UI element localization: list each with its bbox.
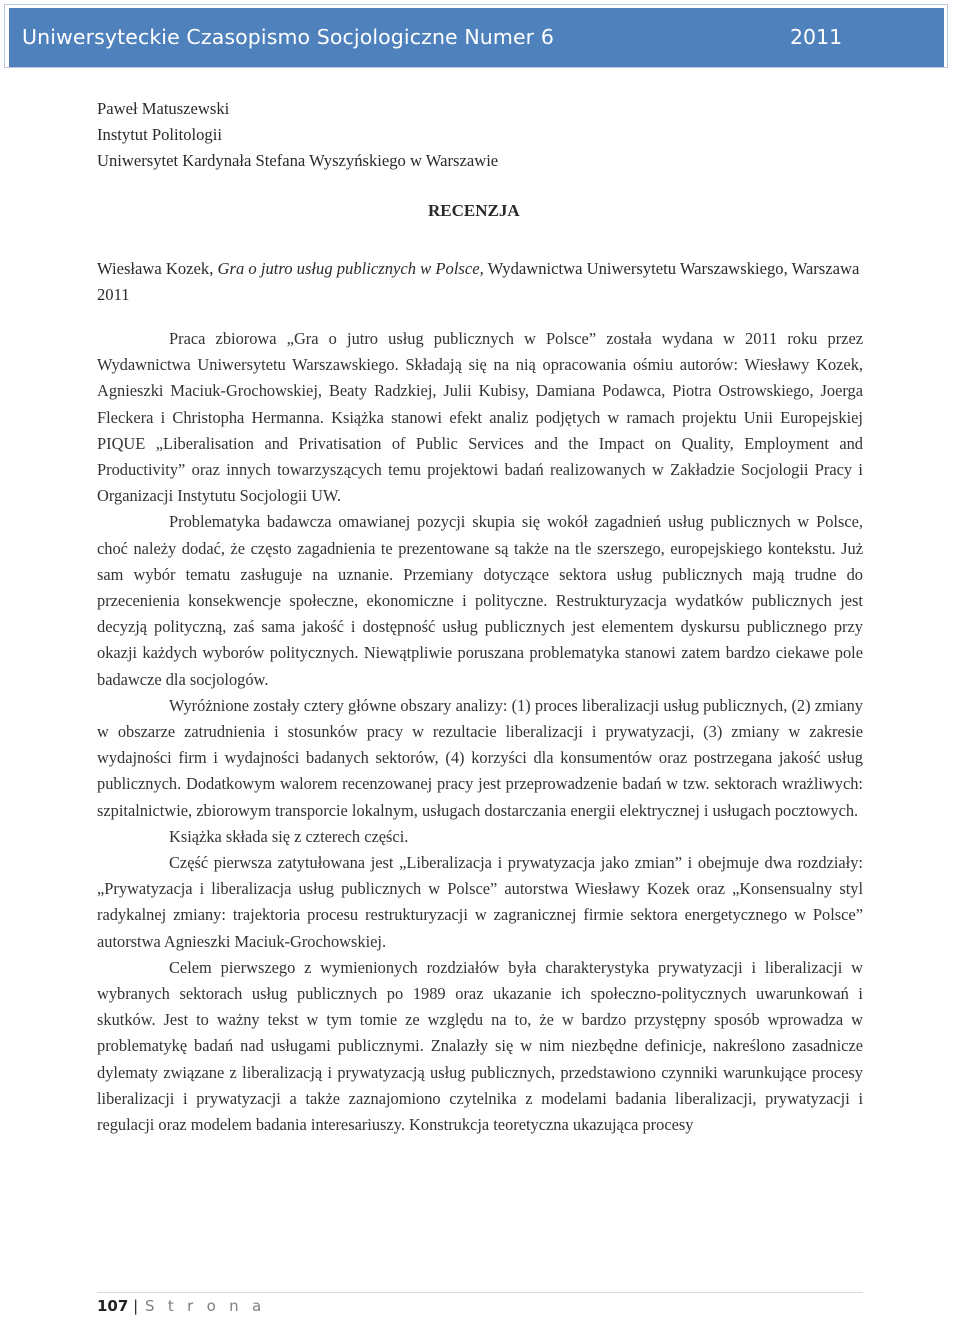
page-word: S t r o n a xyxy=(144,1297,266,1315)
bib-publisher: Wydawnictwa Uniwersytetu Warszawskiego, Warszawa 2011 xyxy=(97,259,860,305)
document-title: RECENZJA xyxy=(428,201,520,220)
page-separator: | xyxy=(133,1297,139,1315)
bib-book-title: Gra o jutro usług publicznych w Polsce, xyxy=(217,259,484,278)
paragraph: Celem pierwszego z wymienionych rozdziałów była charakterystyka prywatyzacji i liberalizacji w wybranych sektorach usług publicznych po 1989 oraz ukazanie ich społeczno-politycznych uwarunkowań i skutków. Jest to ważny tekst w tym tomie ze względu na to, że w bardzo przystępny sposób wprowadza w problematykę badań nad usługami publicznymi. Znalazły się w nim niezbędne definicje, nakreślono zasadnicze dylematy związane z liberalizacją i prywatyzacją usług publicznych, przedstawiono czynniki warunkujące procesy liberalizacji i prywatyzacji a także zaznajomiono czytelnika z modelami badania liberalizacji, prywatyzacji i regulacji oraz modelem badania interesariuszy. Konstrukcja teoretyczna ukazująca procesy xyxy=(97,957,863,1135)
paragraph: Problematyka badawcza omawianej pozycji skupia się wokół zagadnień usług publicznych w Polsce, choć należy dodać, że często zagadnienia te prezentowane są także na tle szerszego, europejskiego kontekstu. Już sam wybór tematu zasługuje na uznanie. Przemiany dotyczące sektora usług publicznych mają trudne do przecenienia konsekwencje społeczne, ekonomiczne i polityczne. Restrukturyzacja wydatków publicznych jest decyzją polityczną, zaś sama jakość i dostępność usług publicznych jest elementem dyskursu publicznego przy okazji każdych wyborów politycznych. Niewątpliwie poruszana problematyka stanowi zatem bardzo ciekawe pole badawcze dla socjologów. xyxy=(97,512,863,689)
journal-header xyxy=(9,8,944,67)
page-footer xyxy=(97,1292,863,1315)
journal-year: 2011 xyxy=(790,25,843,49)
page-number: 107 xyxy=(97,1297,129,1315)
paragraph: Praca zbiorowa „Gra o jutro usług publicznych w Polsce” została wydana w 2011 roku przez Wydawnictwa Uniwersytetu Warszawskiego. Składają się na nią opracowania ośmiu autorów: Wiesławy Kozek, Agnieszki Maciuk-Grochowskiej, Beaty Radzkiej, Julii Kubisy, Damiana Podawca, Piotra Ostrowskiego, Joerga Fleckera i Christopha Hermanna. Książka stanowi efekt analiz podjętych w ramach projektu Unii Europejskiej PIQUE „Liberalisation and Privatisation of Public Services and the Impact on Quality, Employment and Productivity” oraz innych towarzyszących temu projektowi badań realizowanych w Zakładzie Socjologii Pracy i Organizacji Instytutu Socjologii UW. xyxy=(97,329,863,506)
paragraph: Książka składa się z czterech części. xyxy=(169,826,409,846)
journal-title: Uniwersyteckie Czasopismo Socjologiczne Numer 6 xyxy=(22,25,554,49)
paragraph: Część pierwsza zatytułowana jest „Liberalizacja i prywatyzacja jako zmian” i obejmuje dwa rozdziały: „Prywatyzacja i liberalizacja usług publicznych w Polsce” autorstwa Wiesławy Kozek oraz „Konsensualny styl radykalnej zmiany: trajektoria procesu restrukturyzacji w zagranicznej firmie sektora energetycznego w Polsce” autorstwa Agnieszki Maciuk-Grochowskiej. xyxy=(97,853,863,951)
author-name: Paweł Matuszewski xyxy=(97,99,230,118)
author-institute: Instytut Politologii xyxy=(97,125,222,145)
author-affiliation xyxy=(97,96,498,175)
bibliographic-reference xyxy=(97,256,863,308)
bib-author: Wiesława Kozek, xyxy=(97,259,218,278)
author-university: Uniwersytet Kardynała Stefana Wyszyńskiego w Warszawie xyxy=(97,151,499,171)
paragraph: Wyróżnione zostały cztery główne obszary analizy: (1) proces liberalizacji usług publicznych, (2) zmiany w obszarze zatrudnienia i stosunków pracy w rezultacie liberalizacji i prywatyzacji, (3) zmiany w zakresie wydajności firm i wydajności badanych sektorów, (4) korzyści dla konsumentów oraz postrzegana jakość usług publicznych. Dodatkowym walorem recenzowanej pracy jest przeprowadzenie badań w tzw. sektorach wrażliwych: szpitalnictwie, zbiorowym transporcie lokalnym, usługach dostarczania energii elektrycznej i usługach pocztowych. xyxy=(97,695,863,820)
review-body xyxy=(97,326,863,1138)
